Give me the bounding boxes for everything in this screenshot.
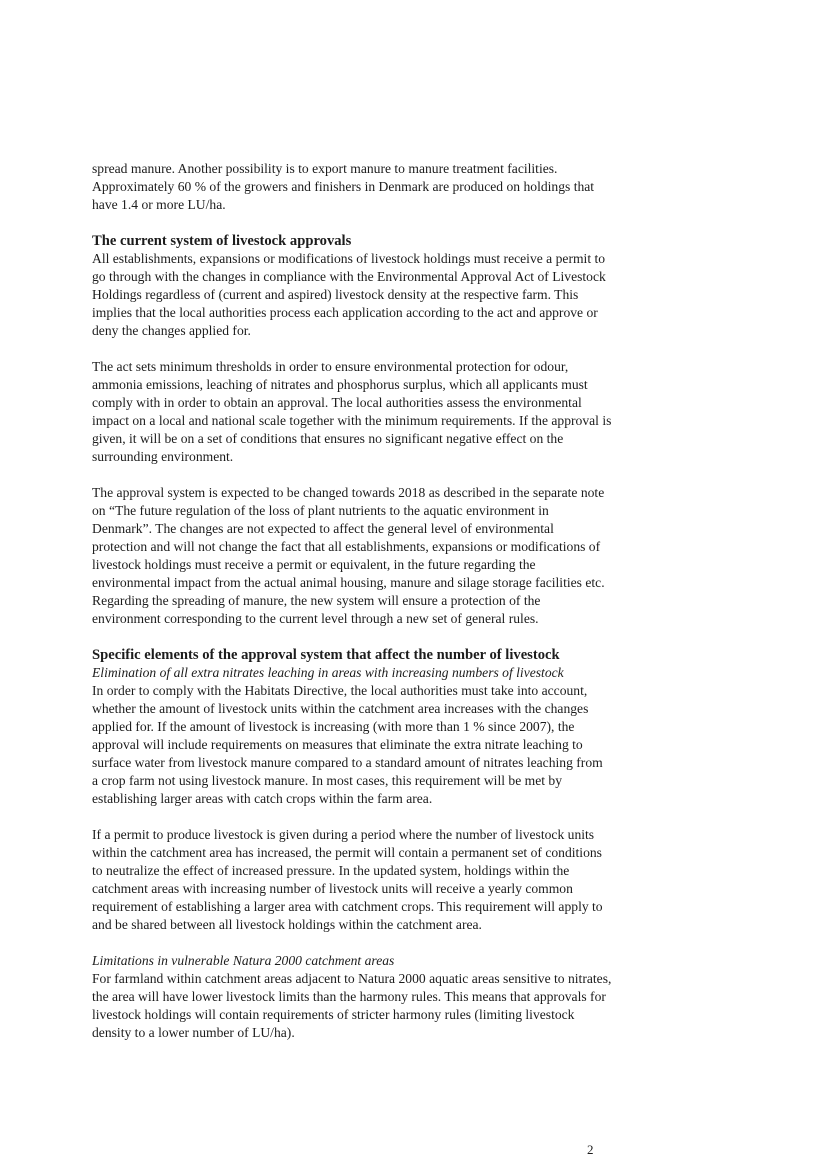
paragraph: If a permit to produce livestock is given during a period where the number of livestock units within the catchment area has increased, the permit will contain a permanent set of conditions to neutralize the effect of increased pressure. In the updated system, holdings within the catchment areas with increasing number of livestock units will receive a yearly common requirement of establishing a larger area with catchment crops. This requirement will apply to and be shared between all livestock holdings within the catchment area. (92, 827, 603, 932)
paragraph: The approval system is expected to be changed towards 2018 as described in the separate note on “The future regulation of the loss of plant nutrients to the aquatic environment in Denmark”. The changes are not expected to affect the general level of environmental protection and will not change the fact that all establishments, expansions or modifications of livestock holdings must receive a permit or equivalent, in the future regarding the environmental impact from the actual animal housing, manure and silage storage facilities etc. Regarding the spreading of manure, the new system will ensure a protection of the environment corresponding to the current level through a new set of general rules. (92, 485, 605, 626)
section-heading-specific-elements: Specific elements of the approval system that affect the number of livestock (92, 647, 560, 663)
paragraph: For farmland within catchment areas adjacent to Natura 2000 aquatic areas sensitive to nitrates, the area will have lower livestock limits than the harmony rules. This means that approvals for livestock holdings will contain requirements of stricter harmony rules (limiting livestock density to a lower number of LU/ha). (92, 971, 612, 1040)
paragraph: In order to comply with the Habitats Directive, the local authorities must take into account, whether the amount of livestock units within the catchment area increases with the changes applied for. If the amount of livestock is increasing (with more than 1 % since 2007), the approval will include requirements on measures that eliminate the extra nitrate leaching to surface water from livestock manure compared to a standard amount of nitrates leaching from a crop farm not using livestock manure. In most cases, this requirement will be met by establishing larger areas with catch crops within the farm area. (92, 683, 603, 806)
page-number: 2 (587, 1142, 594, 1157)
subheading-elimination: Elimination of all extra nitrates leaching in areas with increasing numbers of livestock (92, 665, 564, 680)
paragraph: All establishments, expansions or modifications of livestock holdings must receive a permit to go through with the changes in compliance with the Environmental Approval Act of Livestock Holdings regardless of (current and aspired) livestock density at the respective farm. This implies that the local authorities process each application according to the act and approve or deny the changes applied for. (92, 251, 606, 338)
subheading-natura: Limitations in vulnerable Natura 2000 catchment areas (92, 953, 395, 968)
intro-paragraph: spread manure. Another possibility is to export manure to manure treatment facilities. Approximately 60 % of the growers and finishers in Denmark are produced on holdings that have 1.4 or more LU/ha. (92, 161, 595, 212)
section-heading-current-system: The current system of livestock approvals (92, 233, 352, 249)
document-body (92, 160, 612, 1042)
paragraph: The act sets minimum thresholds in order to ensure environmental protection for odour, ammonia emissions, leaching of nitrates and phosphorus surplus, which all applicants must comply with in order to obtain an approval. The local authorities assess the environmental impact on a local and national scale together with the minimum requirements. If the approval is given, it will be on a set of conditions that ensures no significant negative effect on the surrounding environment. (92, 359, 612, 464)
